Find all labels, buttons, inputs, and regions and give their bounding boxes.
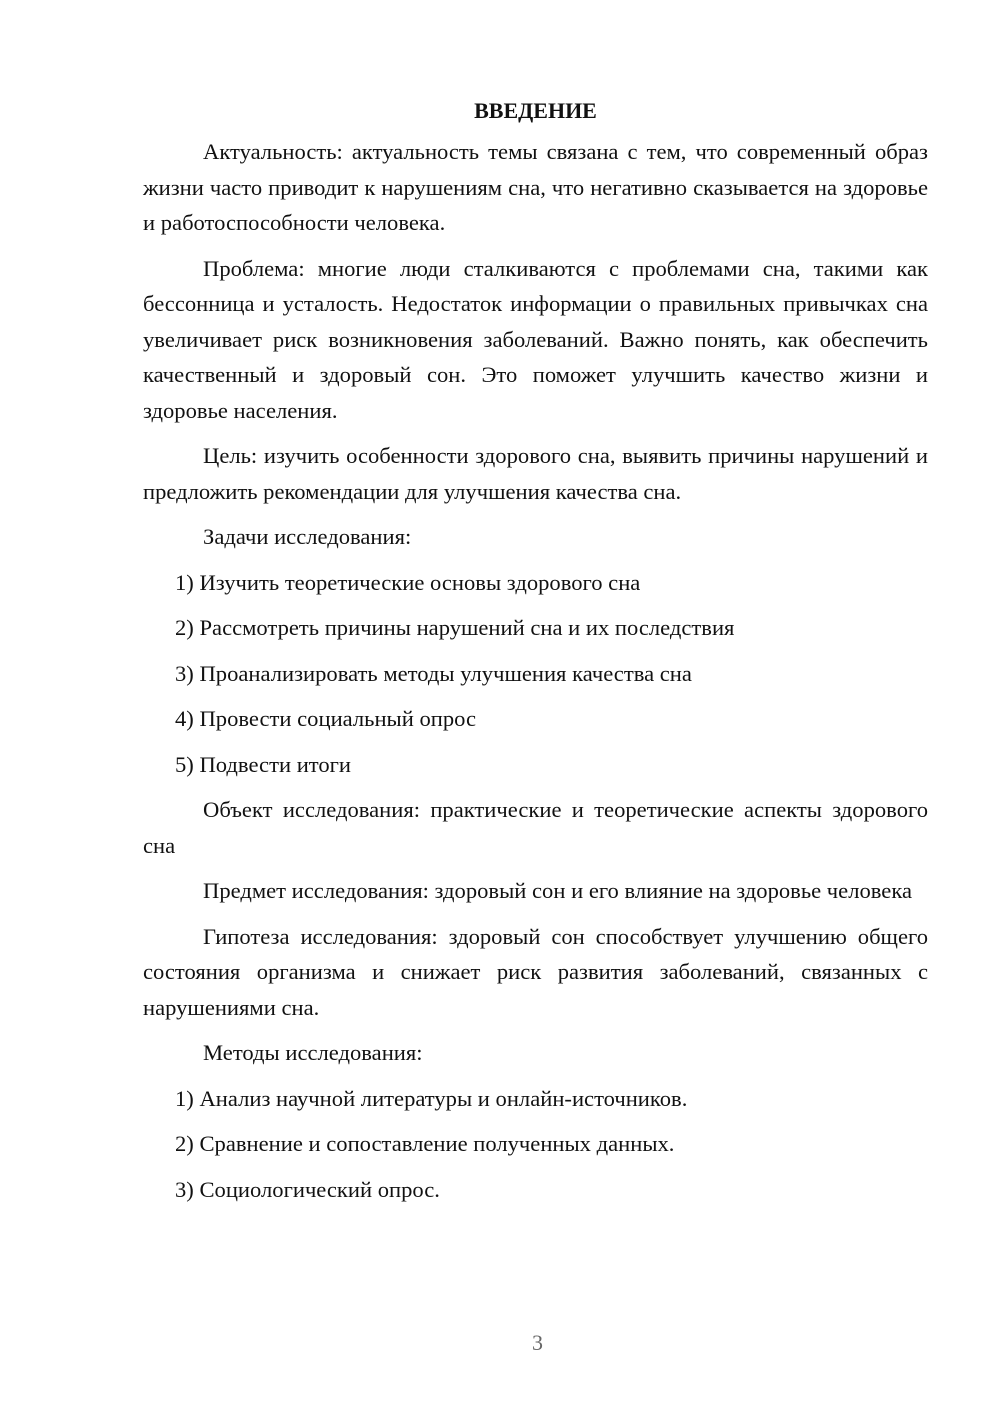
tasks-heading: Задачи исследования: bbox=[203, 524, 412, 549]
hypothesis-paragraph: Гипотеза исследования: здоровый сон способствует улучшению общего состояния организма и снижает риск развития заболеваний, связанных с нарушениями сна. bbox=[143, 923, 928, 1020]
list-item: 1) Изучить теоретические основы здорового сна bbox=[175, 569, 641, 595]
list-item: 1) Анализ научной литературы и онлайн-источников. bbox=[175, 1085, 688, 1111]
page-content bbox=[143, 93, 928, 1217]
page-number: 3 bbox=[532, 1330, 543, 1355]
relevance-paragraph: Актуальность: актуальность темы связана с тем, что современный образ жизни часто приводит к нарушениям сна, что негативно сказывается на здоровье и работоспособности человека. bbox=[143, 139, 928, 235]
page-title: ВВЕДЕНИЕ bbox=[474, 98, 597, 123]
list-item: 4) Провести социальный опрос bbox=[175, 706, 477, 731]
problem-paragraph: Проблема: многие люди сталкиваются с проблемами сна, такими как бессонница и усталость. Недостаток информации о правильных привычках сна увеличивает риск возникновения заболеваний. Важно понять, как обеспечить качественный и здоровый сон. Это поможет улучшить качество жизни и здоровье населения. bbox=[143, 255, 928, 423]
tasks-list bbox=[143, 565, 928, 783]
methods-heading: Методы исследования: bbox=[203, 1040, 423, 1065]
list-item: 3) Социологический опрос. bbox=[175, 1176, 440, 1202]
list-item: 3) Проанализировать методы улучшения качества сна bbox=[175, 660, 692, 686]
list-item: 2) Рассмотреть причины нарушений сна и их последствия bbox=[175, 615, 735, 640]
list-item: 5) Подвести итоги bbox=[175, 751, 352, 777]
subject-paragraph: Предмет исследования: здоровый сон и его влияние на здоровье человека bbox=[203, 878, 912, 903]
methods-list bbox=[143, 1081, 928, 1208]
goal-paragraph: Цель: изучить особенности здорового сна, выявить причины нарушений и предложить рекомендации для улучшения качества сна. bbox=[143, 443, 928, 504]
list-item: 2) Сравнение и сопоставление полученных данных. bbox=[175, 1131, 675, 1156]
object-paragraph: Объект исследования: практические и теоретические аспекты здорового сна bbox=[143, 797, 928, 858]
